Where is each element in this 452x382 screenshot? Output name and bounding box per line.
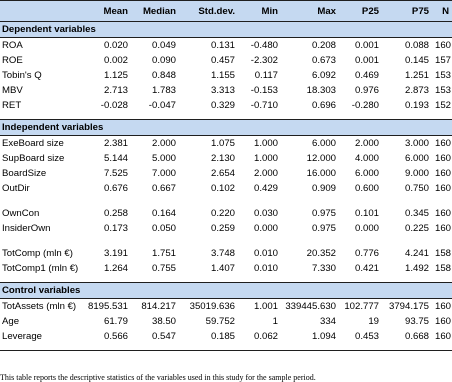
row-label: TotComp1 (mln €) — [2, 263, 79, 274]
table-cell: 102.777 — [344, 301, 379, 312]
table-cell: 160 — [435, 301, 452, 312]
table-cell: 6.000 — [311, 138, 336, 149]
section-header-dependent — [0, 22, 452, 38]
section-title: Dependent variables — [0, 22, 452, 38]
table-cell: 20.352 — [306, 248, 336, 259]
table-cell: 160 — [435, 40, 452, 51]
table-cell: 2.713 — [103, 85, 128, 96]
column-header: Median — [131, 1, 179, 22]
table-row — [0, 68, 452, 83]
table-row — [0, 299, 452, 315]
row-label: OutDir — [2, 183, 30, 194]
table-row — [0, 314, 452, 329]
row-label: TotComp (mln €) — [2, 248, 73, 259]
table-cell: 7.330 — [311, 263, 336, 274]
table-cell: 3.748 — [210, 248, 235, 259]
gap-cell — [0, 196, 452, 206]
table-cell: 0.193 — [404, 100, 429, 111]
table-cell: 0.421 — [354, 263, 379, 274]
table-cell: 35019.636 — [189, 301, 235, 312]
table-cell: 0.002 — [103, 55, 128, 66]
table-cell: 0.062 — [253, 331, 278, 342]
table-cell: 158 — [435, 248, 452, 259]
table-cell: 0.329 — [210, 100, 235, 111]
table-cell: 3.000 — [404, 138, 429, 149]
table-cell: -0.710 — [250, 100, 278, 111]
column-header: N — [432, 1, 452, 22]
table-cell: 0.102 — [210, 183, 235, 194]
table-cell: 0.600 — [354, 183, 379, 194]
table-cell: 0.469 — [354, 70, 379, 81]
table-cell: 93.75 — [404, 316, 429, 327]
table-cell: 0.429 — [253, 183, 278, 194]
table-cell: 6.092 — [311, 70, 336, 81]
table-cell: -2.302 — [250, 55, 278, 66]
table-cell: -0.047 — [148, 100, 176, 111]
table-cell: 0.050 — [151, 223, 176, 234]
table-cell: 1.125 — [103, 70, 128, 81]
table-cell: 5.144 — [103, 153, 128, 164]
row-label: BoardSize — [2, 168, 47, 179]
table-cell: 3.191 — [103, 248, 128, 259]
row-label: OwnCon — [2, 208, 40, 219]
table-cell: 0.755 — [151, 263, 176, 274]
table-cell: 1.001 — [253, 301, 278, 312]
row-label: MBV — [2, 85, 23, 96]
table-cell: 0.208 — [311, 40, 336, 51]
table-cell: 3.313 — [210, 85, 235, 96]
table-cell: 0.090 — [151, 55, 176, 66]
table-cell: 0.000 — [253, 223, 278, 234]
table-cell: 0.975 — [311, 223, 336, 234]
gap-cell — [0, 236, 452, 246]
table-cell: -0.028 — [100, 100, 128, 111]
table-cell: 6.000 — [404, 153, 429, 164]
table-row — [0, 181, 452, 196]
table-cell: 0.259 — [210, 223, 235, 234]
table-cell: 0.668 — [404, 331, 429, 342]
table-row — [0, 151, 452, 166]
table-cell: 339445.630 — [285, 301, 336, 312]
spacer-cell — [0, 344, 452, 351]
table-row — [0, 136, 452, 152]
table-cell: 8195.531 — [87, 301, 128, 312]
table-cell: 160 — [435, 153, 452, 164]
table-cell: 1.155 — [210, 70, 235, 81]
table-row — [0, 166, 452, 181]
table-cell: 158 — [435, 263, 452, 274]
table-cell: 157 — [435, 55, 452, 66]
table-cell: 0.909 — [311, 183, 336, 194]
table-cell: 38.50 — [151, 316, 176, 327]
table-cell: 334 — [319, 316, 336, 327]
row-label: Leverage — [2, 331, 43, 342]
table-cell: 1.251 — [404, 70, 429, 81]
table-cell: 19 — [368, 316, 379, 327]
table-body — [0, 1, 452, 351]
table-cell: 160 — [435, 223, 452, 234]
table-cell: 0.220 — [210, 208, 235, 219]
table-cell: 0.164 — [151, 208, 176, 219]
table-cell: 0.776 — [354, 248, 379, 259]
table-cell: 2.000 — [354, 138, 379, 149]
table-cell: 3794.175 — [388, 301, 429, 312]
table-cell: -0.480 — [250, 40, 278, 51]
table-cell: 0.131 — [210, 40, 235, 51]
table-cell: 7.525 — [103, 168, 128, 179]
table-cell: 0.225 — [404, 223, 429, 234]
table-row — [0, 261, 452, 276]
row-label: Age — [2, 316, 20, 327]
table-cell: 0.673 — [311, 55, 336, 66]
table-cell: 0.975 — [311, 208, 336, 219]
table-cell: 0.020 — [103, 40, 128, 51]
table-cell: 0.547 — [151, 331, 176, 342]
table-cell: 6.000 — [354, 168, 379, 179]
table-cell: 4.000 — [354, 153, 379, 164]
table-cell: 814.217 — [141, 301, 176, 312]
table-cell: 1.751 — [151, 248, 176, 259]
table-cell: 0.345 — [404, 208, 429, 219]
table-cell: 0.010 — [253, 248, 278, 259]
section-header-independent — [0, 120, 452, 136]
table-cell: 16.000 — [306, 168, 336, 179]
row-label: ROE — [2, 55, 23, 66]
table-cell: 2.381 — [103, 138, 128, 149]
table-cell: 0.173 — [103, 223, 128, 234]
table-cell: -0.280 — [351, 100, 379, 111]
table-cell: 0.453 — [354, 331, 379, 342]
table-cell: 0.010 — [253, 263, 278, 274]
table-cell: 152 — [435, 100, 452, 111]
row-label: ExeBoard size — [2, 138, 64, 149]
table-cell: 0.088 — [404, 40, 429, 51]
table-cell: 0.145 — [404, 55, 429, 66]
column-header: Max — [281, 1, 339, 22]
table-row — [0, 83, 452, 98]
header-corner — [0, 1, 84, 22]
table-cell: 0.676 — [103, 183, 128, 194]
row-label: RET — [2, 100, 22, 111]
table-cell: 0.001 — [354, 55, 379, 66]
table-row — [0, 206, 452, 221]
table-cell: 0.457 — [210, 55, 235, 66]
table-row — [0, 246, 452, 261]
table-row — [0, 98, 452, 113]
table-cell: 7.000 — [151, 168, 176, 179]
table-cell: 2.130 — [210, 153, 235, 164]
table-cell: 1.407 — [210, 263, 235, 274]
table-cell: 0.976 — [354, 85, 379, 96]
spacer-row — [0, 344, 452, 351]
table-cell: 1.000 — [253, 153, 278, 164]
table-row — [0, 38, 452, 54]
table-cell: 0.667 — [151, 183, 176, 194]
table-cell: 2.654 — [210, 168, 235, 179]
table-cell: 1.783 — [151, 85, 176, 96]
table-cell: 0.696 — [311, 100, 336, 111]
table-cell: 59.752 — [205, 316, 235, 327]
row-label: Tobin's Q — [2, 70, 42, 81]
section-title: Control variables — [0, 283, 452, 299]
column-header: P75 — [382, 1, 432, 22]
table-cell: 61.79 — [103, 316, 128, 327]
column-header: Mean — [84, 1, 131, 22]
table-cell: 0.750 — [404, 183, 429, 194]
table-cell: 1 — [272, 316, 278, 327]
table-cell: 160 — [435, 138, 452, 149]
table-cell: 5.000 — [151, 153, 176, 164]
section-title: Independent variables — [0, 120, 452, 136]
column-header: Std.dev. — [179, 1, 238, 22]
table-cell: 160 — [435, 331, 452, 342]
table-cell: 1.094 — [311, 331, 336, 342]
table-footnote: This table reports the descriptive statistics of the variables used in this study for the sample period. — [0, 373, 316, 382]
table-cell: 160 — [435, 316, 452, 327]
table-cell: 153 — [435, 70, 452, 81]
table-cell: 0.101 — [354, 208, 379, 219]
gap-row — [0, 196, 452, 206]
table-row — [0, 221, 452, 236]
table-cell: 0.049 — [151, 40, 176, 51]
table-cell: 1.264 — [103, 263, 128, 274]
column-header: P25 — [339, 1, 382, 22]
table-cell: 18.303 — [306, 85, 336, 96]
table-cell: 2.000 — [253, 168, 278, 179]
column-header: Min — [238, 1, 281, 22]
table-cell: 9.000 — [404, 168, 429, 179]
table-cell: 4.241 — [404, 248, 429, 259]
row-label: ROA — [2, 40, 23, 51]
table-cell: 0.258 — [103, 208, 128, 219]
table-cell: 1.000 — [253, 138, 278, 149]
table-cell: 1.492 — [404, 263, 429, 274]
section-header-control — [0, 283, 452, 299]
table-cell: 0.566 — [103, 331, 128, 342]
row-label: InsiderOwn — [2, 223, 51, 234]
table-cell: -0.153 — [250, 85, 278, 96]
table-cell: 0.030 — [253, 208, 278, 219]
table-cell: 0.000 — [354, 223, 379, 234]
table-cell: 2.873 — [404, 85, 429, 96]
header-row — [0, 1, 452, 22]
row-label: TotAssets (mln €) — [2, 301, 77, 312]
table-cell: 0.185 — [210, 331, 235, 342]
table-cell: 160 — [435, 168, 452, 179]
table-cell: 0.117 — [254, 70, 278, 81]
gap-row — [0, 236, 452, 246]
table-cell: 0.001 — [354, 40, 379, 51]
table-cell: 153 — [435, 85, 452, 96]
table-cell: 1.075 — [210, 138, 235, 149]
row-label: SupBoard size — [2, 153, 65, 164]
table-cell: 160 — [435, 208, 452, 219]
table-cell: 12.000 — [306, 153, 336, 164]
table-cell: 2.000 — [151, 138, 176, 149]
table-row — [0, 329, 452, 344]
table-cell: 0.848 — [151, 70, 176, 81]
table-cell: 160 — [435, 183, 452, 194]
table-row — [0, 53, 452, 68]
